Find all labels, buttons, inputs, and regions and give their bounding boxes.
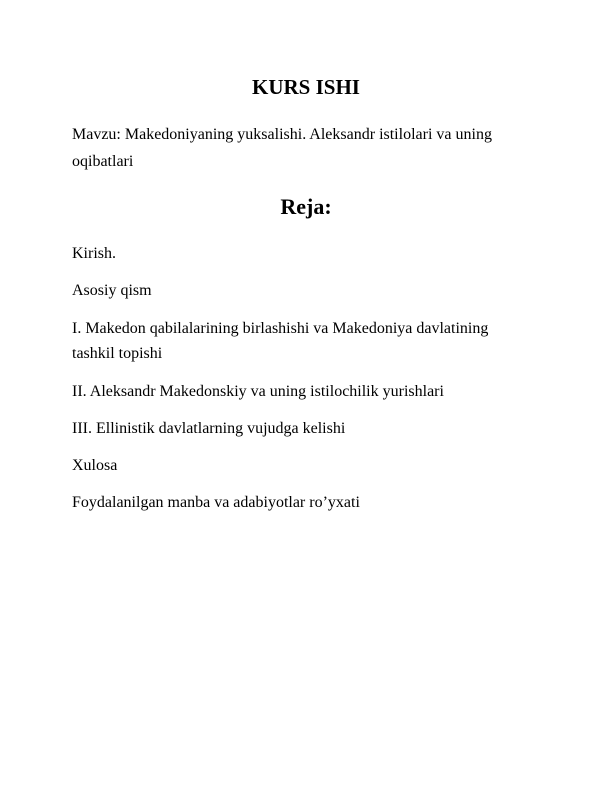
document-title: KURS ISHI bbox=[252, 75, 360, 99]
plan-list bbox=[72, 242, 532, 528]
plan-item-introduction: Kirish. bbox=[72, 245, 116, 262]
plan-item-chapter-1 bbox=[72, 316, 532, 366]
plan-item-conclusion: Xulosa bbox=[72, 457, 118, 474]
plan-heading: Reja: bbox=[280, 194, 332, 219]
plan-item-chapter-2: II. Aleksandr Makedonskiy va uning istilochilik yurishlari bbox=[72, 383, 444, 400]
plan-item-chapter-1-text: I. Makedon qabilalarining birlashishi va Makedoniya davlatining tashkil topishi bbox=[72, 320, 497, 362]
plan-item-chapter-3: III. Ellinistik davlatlarning vujudga kelishi bbox=[72, 420, 346, 437]
plan-item-main-part: Asosiy qism bbox=[72, 282, 152, 299]
plan-item-references: Foydalanilgan manba va adabiyotlar ro’yxati bbox=[72, 494, 360, 511]
document-topic: Mavzu: Makedoniyaning yuksalishi. Aleksandr istilolari va uning oqibatlari bbox=[72, 126, 492, 170]
